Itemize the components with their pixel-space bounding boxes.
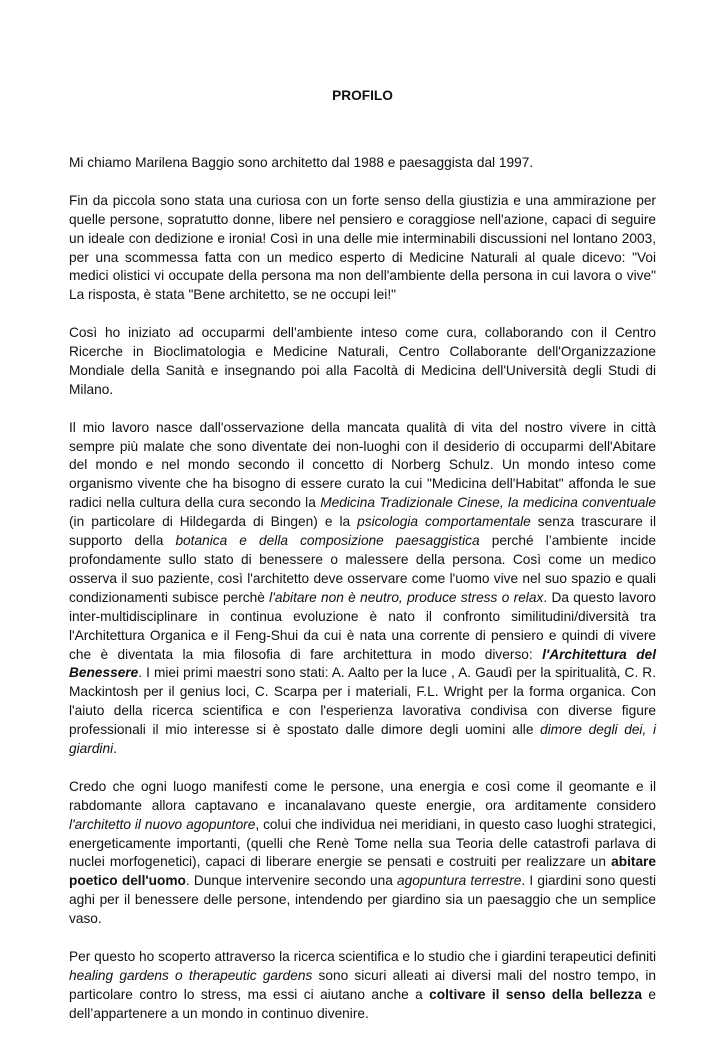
emphasis-text: healing gardens o therapeutic gardens (69, 967, 313, 983)
emphasis-text: agopuntura terrestre (397, 873, 522, 889)
text-segment: Per questo ho scoperto attraverso la ricerca scientifica e lo studio che i giardini terapeutici definiti (69, 948, 656, 964)
emphasis-text: l'architetto il nuovo agopuntore (69, 816, 256, 832)
text-segment: . Da questo lavoro inter-multidisciplinare in continua evoluzione è nato il confronto similitudini/diversità tra l'Architettura Organica e il Feng-Shui da cui è nata una corrente di pensiero e quindi di vivere che è diventata la mia filosofia di fare architettura in modo diverso: (69, 589, 656, 662)
text-segment: sono sicuri alleati ai diversi mali del nostro tempo, in particolare contro lo stress, ma essi ci aiutano anche a (69, 967, 656, 1002)
emphasis-text: dimore degli dei, i giardini (69, 722, 656, 757)
emphasis-text: l'abitare non è neutro, produce stress o relax (269, 589, 544, 605)
page-title: PROFILO (332, 88, 393, 103)
text-segment: . I miei primi maestri sono stati: A. Aalto per la luce , A. Gaudì per la spiritualità, C. R. Mackintosh per il genius loci, C. Scarpa per i materiali, F.L. Wright per la forma organica. Con l'aiuto della ricerca scientifica e con l'esperienza lavorativa condivisa con diverse figure professionali il mio interesse si è spostato dalle dimore degli uomini alle (69, 665, 656, 738)
emphasis-text: psicologia comportamentale (357, 514, 531, 530)
text-segment: . (113, 741, 117, 757)
text-segment: perché l’ambiente incide profondamente sullo stato di benessere o malessere della persona. Così come un medico osserva il suo paziente, così l'architetto deve osservare come l'uomo vive nel suo spazio e quali condizionamenti subisce perchè (69, 533, 656, 605)
text-segment: (in particolare di Hildegarda di Bingen) e la (69, 514, 358, 530)
text-segment: e dell’appartenere a un mondo in continuo divenire. (69, 986, 656, 1021)
bold-emphasis-text: l'Architettura del Benessere (69, 646, 657, 681)
bold-text: coltivare il senso della bellezza (429, 986, 642, 1002)
document-body (69, 154, 656, 1043)
bold-text: abitare poetico dell'uomo (69, 854, 656, 889)
paragraph-work (69, 419, 656, 759)
text-segment: . Dunque intervenire secondo una (185, 873, 397, 889)
paragraph-energy (69, 778, 656, 929)
text-segment: . I giardini sono questi aghi per il benessere delle persone, intendendo per giardino sia un paesaggio che un semplice vaso. (69, 873, 656, 927)
text-segment: Il mio lavoro nasce dall'osservazione della mancata qualità di vita del nostro vivere in città sempre più malate che sono diventate dei non-luoghi con il desiderio di occuparmi dell'Abitare del mondo e nel mondo secondo il concetto di Norberg Schulz. Un mondo inteso come organismo vivente che ha bisogno di essere curato la cui "Medicina dell'Habitat" affonda le sue radici nella cultura della cura secondo la (69, 419, 656, 511)
emphasis-text: Medicina Tradizionale Cinese, la medicina conventuale (320, 495, 656, 511)
intro-paragraph: Mi chiamo Marilena Baggio sono architetto dal 1988 e paesaggista dal 1997. (69, 155, 534, 170)
text-segment: senza trascurare il supporto della (69, 514, 656, 549)
paragraph-career: Così ho iniziato ad occuparmi dell'ambiente inteso come cura, collaborando con il Centro Ricerche in Bioclimatologia e Medicine Naturali, Centro Collaborante dell'Organizzazione Mondiale della Sanità e insegnando poi alla Facoltà di Medicina dell'Università degli Studi di Milano. (69, 325, 656, 397)
text-segment: , colui che individua nei meridiani, in questo caso luoghi strategici, energeticamente importanti, (quelli che Renè Tome nella sua Teoria delle catastrofi parlava di nuclei morfogenetici), capaci di liberare energie se pensati e costruiti per realizzare un (69, 816, 656, 870)
emphasis-text: botanica e della composizione paesaggistica (175, 533, 480, 549)
text-segment: Credo che ogni luogo manifesti come le persone, una energia e così come il geomante e il rabdomante allora captavano e incanalavano queste energie, ora arditamente considero (69, 778, 656, 813)
paragraph-gardens (69, 948, 656, 1024)
paragraph-childhood: Fin da piccola sono stata una curiosa con un forte senso della giustizia e una ammirazione per quelle persone, sopratutto donne, libere nel pensiero e coraggiose nell'azione, capaci di seguire un ideale con dedizione e ironia! Così in una delle mie interminabili discussioni nel lontano 2003, per una scommessa fatta con un medico esperto di Medicine Naturali al quale dicevo: "Voi medici olistici vi occupate della persona ma non dell'ambiente della persona in cui lavora o vive" La risposta, è stata "Bene architetto, se ne occupi lei!" (69, 192, 656, 303)
